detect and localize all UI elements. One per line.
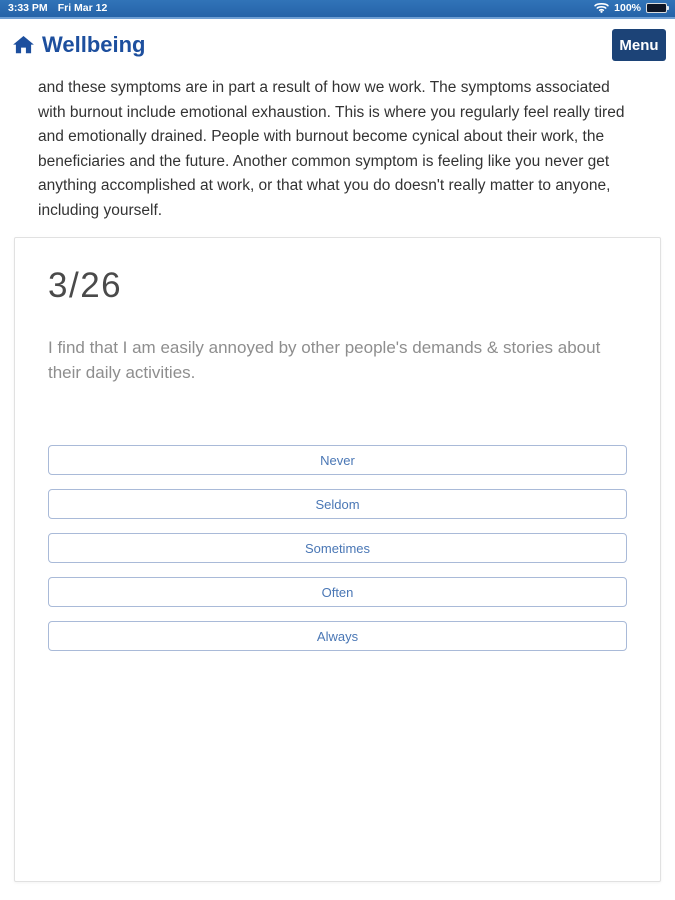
answer-options (48, 445, 627, 651)
status-bar-right (594, 2, 667, 14)
app-header (0, 19, 675, 71)
page-title (13, 32, 146, 58)
page-title-label: Wellbeing (42, 32, 146, 57)
menu-button[interactable]: Menu (612, 29, 666, 61)
option-always[interactable]: Always (48, 621, 627, 651)
option-sometimes[interactable]: Sometimes (48, 533, 627, 563)
option-seldom[interactable]: Seldom (48, 489, 627, 519)
option-often[interactable]: Often (48, 577, 627, 607)
option-never[interactable]: Never (48, 445, 627, 475)
wifi-icon (594, 2, 609, 13)
battery-icon (646, 3, 667, 13)
status-date: Fri Mar 12 (57, 1, 108, 14)
intro-paragraph: and these symptoms are in part a result of how we work. The symptoms associated with burnout include emotional exhaustion. This is where you regularly feel really tired and emotionally drained. People with burnout become cynical about their work, the beneficiaries and the future. Another common symptom is feeling like you never get anything accomplished at work, or that what you do doesn't really matter to anyone, including yourself. (38, 79, 625, 219)
status-time: 3:33 PM (8, 1, 48, 14)
question-card (14, 237, 661, 882)
status-bar-left (8, 2, 107, 14)
battery-percent: 100% (614, 1, 641, 14)
status-bar (0, 0, 675, 19)
question-text: I find that I am easily annoyed by other people's demands & stories about their daily activities. (48, 338, 601, 382)
question-progress: 3/26 (48, 266, 123, 305)
home-icon[interactable] (13, 36, 34, 55)
